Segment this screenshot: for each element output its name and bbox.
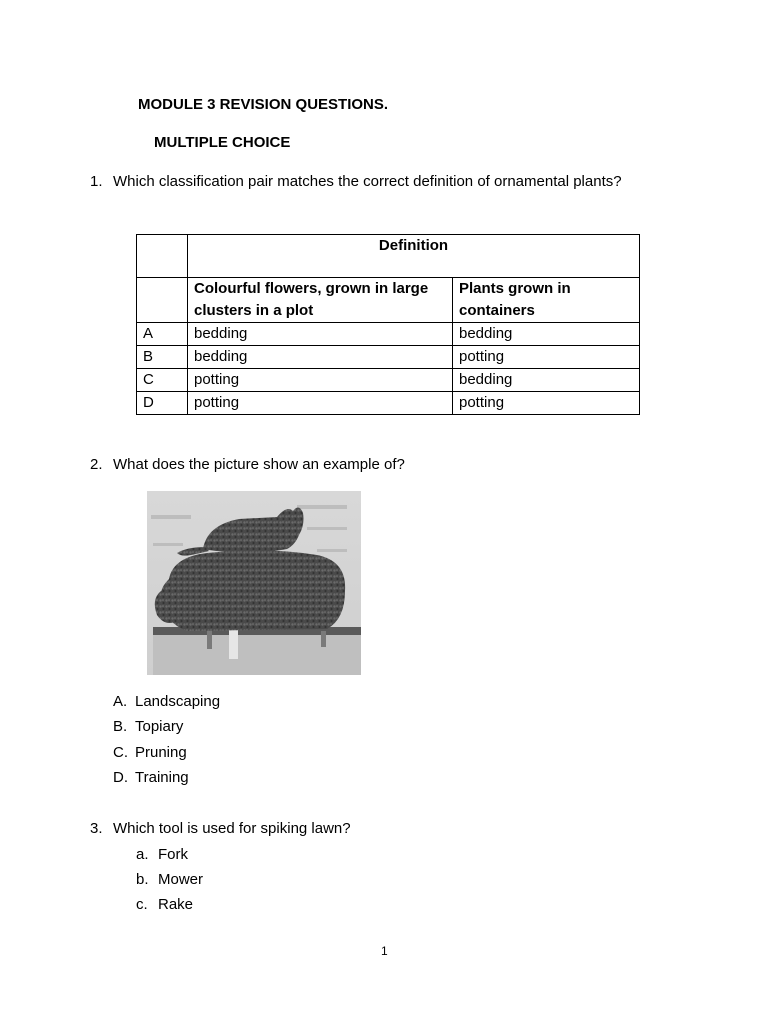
table-column-bedding-definition: Colourful flowers, grown in large clusters in a plot	[188, 278, 453, 323]
page-number: 1	[381, 944, 388, 958]
option-letter: b.	[136, 871, 149, 888]
row-value-1: potting	[188, 392, 453, 415]
row-value-2: bedding	[453, 323, 640, 346]
option-text: Rake	[158, 896, 194, 913]
module-title: MODULE 3 REVISION QUESTIONS.	[138, 96, 389, 113]
row-value-1: potting	[188, 369, 453, 392]
row-value-1: bedding	[188, 323, 453, 346]
table-header-definition: Definition	[188, 235, 640, 278]
table-row	[137, 346, 640, 369]
row-key: B	[137, 346, 188, 369]
row-key: A	[137, 323, 188, 346]
row-value-2: potting	[453, 346, 640, 369]
question-1-text: Which classification pair matches the correct definition of ornamental plants?	[113, 173, 622, 190]
question-3-text: Which tool is used for spiking lawn?	[113, 820, 351, 837]
option-text: Fork	[158, 846, 188, 863]
option-letter: B.	[113, 718, 128, 735]
question-3-number: 3.	[90, 820, 103, 837]
row-key: D	[137, 392, 188, 415]
row-key: C	[137, 369, 188, 392]
option-text: Pruning	[135, 744, 187, 761]
table-row	[137, 323, 640, 346]
option-letter: a.	[136, 846, 149, 863]
row-value-1: bedding	[188, 346, 453, 369]
option-text: Landscaping	[135, 693, 221, 710]
option-letter: A.	[113, 693, 128, 710]
table-corner-cell	[137, 235, 188, 278]
question-1-number: 1.	[90, 173, 103, 190]
option-letter: C.	[113, 744, 128, 761]
table-empty-cell	[137, 278, 188, 323]
option-text: Mower	[158, 871, 204, 888]
table-column-potting-definition: Plants grown in containers	[453, 278, 640, 323]
table-row	[137, 392, 640, 415]
row-value-2: potting	[453, 392, 640, 415]
question-2-text: What does the picture show an example of?	[113, 456, 405, 473]
option-text: Topiary	[135, 718, 184, 735]
table-row	[137, 369, 640, 392]
section-heading: MULTIPLE CHOICE	[154, 134, 291, 151]
question-2-number: 2.	[90, 456, 103, 473]
topiary-photo	[147, 491, 361, 675]
option-text: Training	[135, 769, 189, 786]
option-letter: D.	[113, 769, 128, 786]
definition-table	[136, 234, 640, 415]
row-value-2: bedding	[453, 369, 640, 392]
option-letter: c.	[136, 896, 148, 913]
